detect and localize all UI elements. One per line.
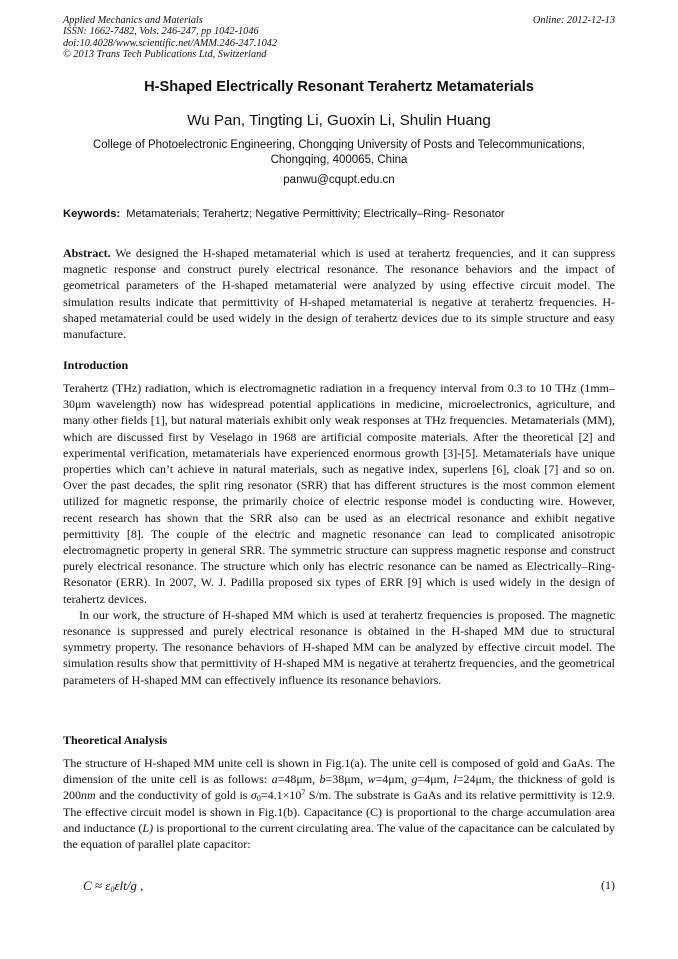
introduction-paragraph-2: In our work, the structure of H-shaped MM which is used at terahertz frequencies is proposed. The magnetic resonance is suppressed and purely electrical resonance is obtained in the H-shaped MM due to structural symmetry property. The resonance behaviors of H-shaped MM can be analyzed by effective circuit model. The simulation results show that permittivity of H-shaped MM is negative at terahertz frequencies, and the geometrical parameters of H-shaped MM can effectively influence its resonance behaviors. <box>63 607 615 687</box>
journal-header <box>63 15 615 61</box>
author-email: panwu@cqupt.edu.cn <box>283 174 395 186</box>
affiliation <box>56 138 622 167</box>
section-heading-theoretical-analysis: Theoretical Analysis <box>63 733 168 747</box>
author-list: Wu Pan, Tingting Li, Guoxin Li, Shulin Huang <box>187 112 491 129</box>
theory-paragraph-1: The structure of H-shaped MM unite cell is shown in Fig.1(a). The unite cell is composed of gold and GaAs. The dimension of the unite cell is as follows: a=48μm, b=38μm, w=4μm, g=4μm, l=24μm, the thickness of gold is 200nm and the conductivity of gold is $\sigma_0=4.1\times 10^7$ S/m. The substrate is GaAs and its relative permittivity is 12.9. The effective circuit model is shown in Fig.1(b). Capacitance (C) is proportional to the charge accumulation area and inductance (L) is proportional to the current circulating area. The value of the capacitance can be calculated by the equation of parallel plate capacitor: <box>63 756 615 852</box>
journal-name: Applied Mechanics and Materials <box>63 15 203 26</box>
section-heading-introduction: Introduction <box>63 358 129 372</box>
equation-number: (1) <box>601 878 615 892</box>
online-date: Online: 2012-12-13 <box>532 15 615 26</box>
equation-1: $C \approx \varepsilon_0\varepsilon lt/g$ , <box>83 878 144 894</box>
abstract-text: We designed the H-shaped metamaterial which is used at terahertz frequencies, and it can suppress magnetic response and construct purely electrical resonance. The resonance behaviors and the impact of geometrical parameters of the H-shaped metamaterial were analyzed by using effective circuit model. The simulation results indicate that permittivity of H-shaped metamaterial is negative at terahertz frequencies. H-shaped metamaterial could be used widely in the design of terahertz devices due to its simple structure and easy manufacture. <box>63 246 615 342</box>
copyright-line: © 2013 Trans Tech Publications Ltd, Switzerland <box>63 49 267 61</box>
introduction-body <box>63 380 615 688</box>
theory-body <box>63 755 615 852</box>
abstract-label: Abstract. <box>63 246 111 260</box>
affiliation-line-2: Chongqing, 400065, China <box>270 153 408 166</box>
keywords <box>63 208 623 220</box>
issn-line: ISSN: 1662-7482, Vols. 246-247, pp 1042-1046 <box>63 26 259 38</box>
introduction-paragraph-1: Terahertz (THz) radiation, which is electromagnetic radiation in a frequency interval from 0.3 to 10 THz (1mm–30μm wavelength) now has widespread potential applications in medicine, microelectronics, agriculture, and many other fields [1], but natural materials exhibit only weak responses at THz frequencies. Metamaterials (MM), which are discussed first by Veselago in 1968 are artificial composite materials. After the theoretical [2] and experimental verification, metamaterials have experienced enormous growth [3]-[5]. Metamaterials have unique properties which can’t achieve in natural materials, such as negative index, superlens [6], cloak [7] and so on. Over the past decades, the split ring resonator (SRR) that has different structures is the most common element utilized for magnetic response, the primarily choice of electric response model is conducting wire. However, recent research has shown that the SRR also can be used as an electrical resonance and exhibit negative permittivity [8]. The couple of the electric and magnetic resonance can lead to complicated anisotropic electromagnetic property in general SRR. The symmetric structure can suppress magnetic response and construct purely electrical resonance. The structure which only has electric resonance can be named as Electrically–Ring- Resonator (ERR). In 2007, W. J. Padilla proposed six types of ERR [9] which is used widely in the design of terahertz devices. <box>63 381 615 606</box>
abstract <box>63 245 615 342</box>
affiliation-line-1: College of Photoelectronic Engineering, Chongqing University of Posts and Telecommunications, <box>92 139 585 151</box>
keywords-label: Keywords: <box>63 208 121 220</box>
doi-line: doi:10.4028/www.scientific.net/AMM.246-247.1042 <box>63 37 278 49</box>
keywords-text: Metamaterials; Terahertz; Negative Permittivity; Electrically–Ring- Resonator <box>126 208 505 220</box>
paper-title: H-Shaped Electrically Resonant Terahertz Metamaterials <box>144 79 534 95</box>
